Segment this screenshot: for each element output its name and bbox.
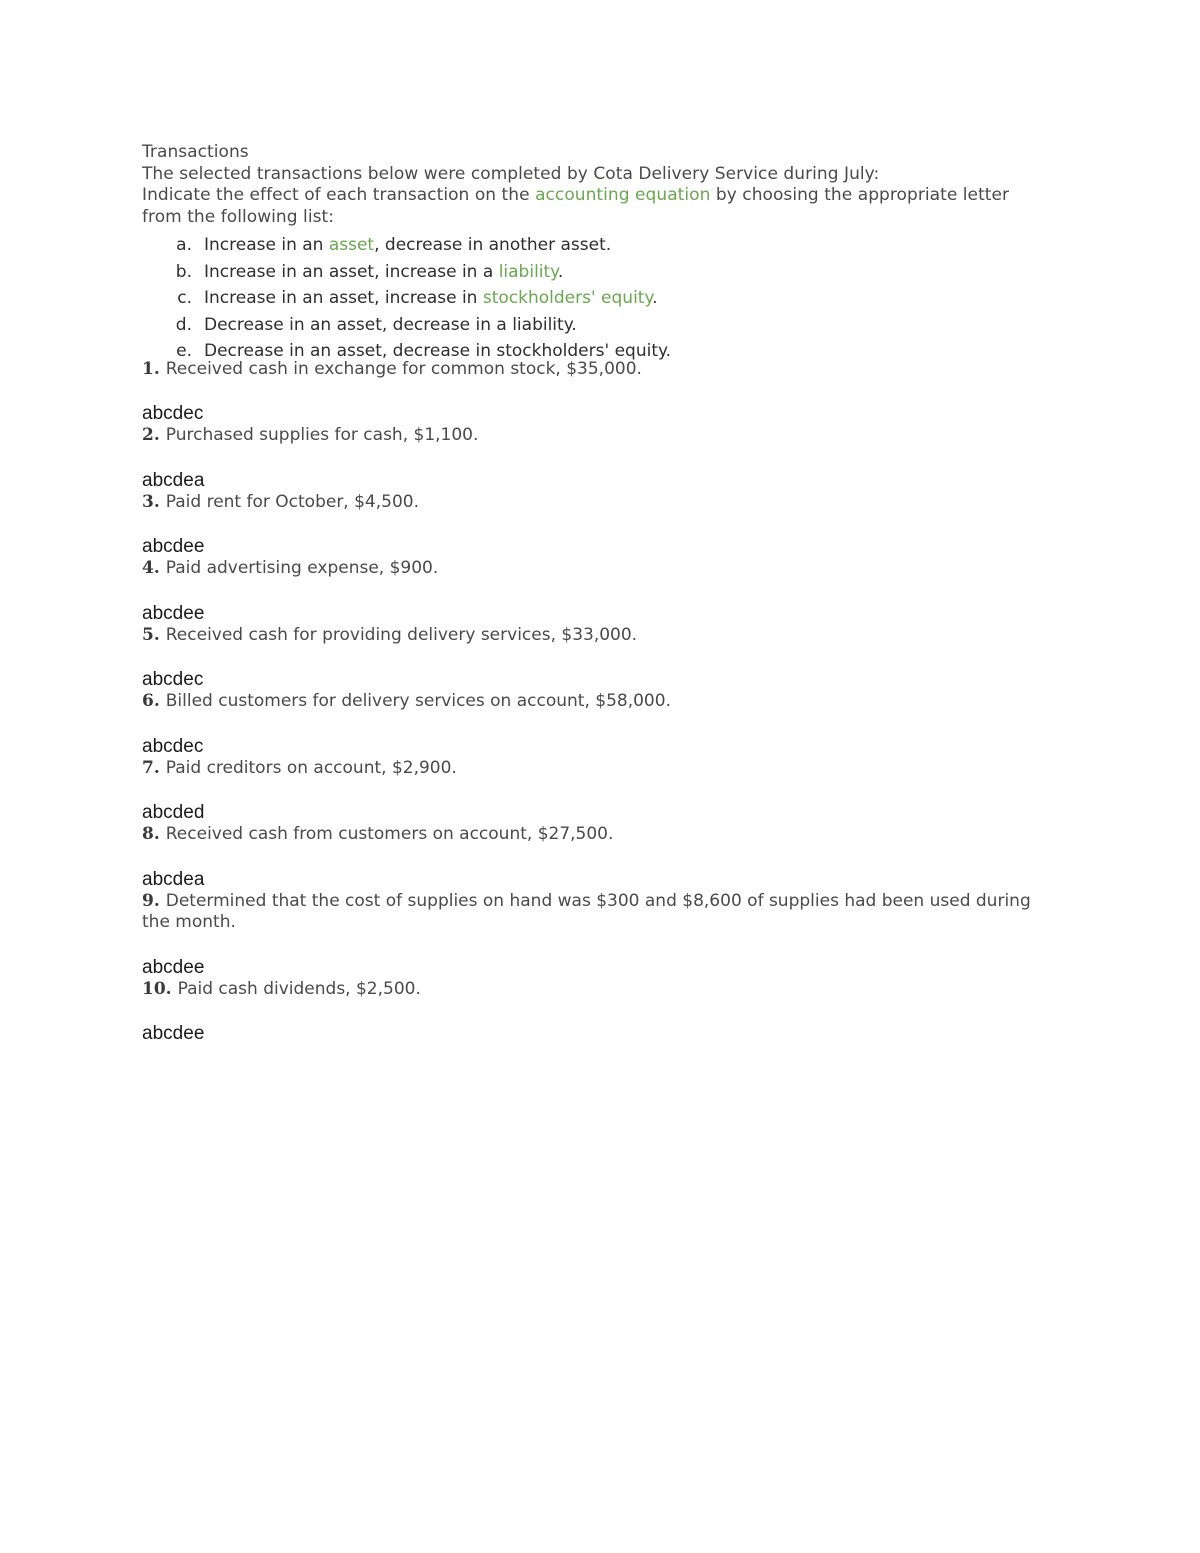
option-text-post: .	[557, 261, 564, 282]
answer-choice[interactable]: b	[152, 1023, 164, 1044]
question-description: Paid rent for October, $4,500.	[165, 491, 419, 512]
answer-choice[interactable]: b	[152, 602, 164, 624]
answer-choice[interactable]: c	[163, 1023, 173, 1044]
answer-choices	[142, 536, 1052, 558]
answer-choice[interactable]: e	[183, 669, 194, 690]
answer-choice[interactable]: c	[193, 669, 204, 690]
answer-choice[interactable]: b	[152, 469, 164, 491]
document-subtitle: The selected transactions below were completed by Cota Delivery Service during July:	[142, 163, 880, 184]
question-number: 4.	[142, 558, 160, 578]
answer-choice[interactable]: d	[172, 1023, 184, 1044]
option-text	[204, 285, 658, 312]
option-letter: a.	[176, 235, 192, 255]
question-item	[142, 891, 1052, 979]
answer-choice[interactable]: e	[193, 602, 205, 624]
answer-choice[interactable]: e	[183, 868, 194, 890]
answer-choice[interactable]: c	[163, 602, 173, 624]
answer-choice[interactable]: d	[172, 536, 184, 557]
answer-choice[interactable]: c	[163, 868, 173, 890]
question-text	[142, 758, 1052, 780]
answer-choice[interactable]: a	[142, 802, 153, 823]
document-title: Transactions	[142, 142, 249, 162]
answer-choice[interactable]: c	[163, 802, 173, 823]
instruction-before: Indicate the effect of each transaction on the	[142, 185, 536, 205]
question-item	[142, 558, 1052, 625]
answer-choice[interactable]: d	[172, 469, 184, 491]
answer-choice[interactable]: b	[152, 403, 164, 424]
answer-choice[interactable]: e	[183, 1023, 194, 1044]
answer-choices	[142, 957, 1052, 979]
answer-choices	[142, 603, 1052, 625]
option-list	[142, 232, 1052, 365]
answer-choice[interactable]: b	[152, 956, 164, 978]
answer-choice[interactable]: d	[172, 802, 184, 823]
option-letter: b.	[175, 261, 192, 282]
option-text-post: , decrease in another asset.	[374, 235, 612, 255]
instruction-text	[142, 185, 1052, 228]
question-number: 9.	[142, 890, 160, 911]
question-item	[142, 979, 1052, 1046]
answer-choice[interactable]: d	[172, 735, 184, 757]
answer-choice[interactable]: e	[183, 403, 194, 424]
question-text	[142, 824, 1052, 846]
question-description: Paid creditors on account, $2,900.	[165, 757, 457, 778]
question-text	[142, 625, 1052, 647]
answer-choice[interactable]: e	[183, 802, 194, 823]
question-text	[142, 425, 1052, 447]
question-item	[142, 758, 1052, 825]
question-text	[142, 891, 1052, 934]
option-text	[204, 232, 611, 259]
option-letter: d.	[175, 314, 192, 335]
answer-choice[interactable]: a	[193, 469, 205, 491]
option-item-c	[142, 285, 1052, 312]
question-text	[142, 492, 1052, 514]
question-description: Received cash from customers on account, $27,500.	[165, 824, 614, 844]
answer-choice[interactable]: a	[142, 602, 153, 624]
answer-choice[interactable]: c	[163, 669, 173, 690]
answer-choice[interactable]: a	[142, 403, 153, 424]
answer-choices	[142, 403, 1052, 425]
question-item	[142, 492, 1052, 559]
question-list	[142, 359, 1052, 1046]
answer-choices	[142, 1023, 1052, 1045]
option-letter: c.	[177, 288, 192, 308]
answer-choice[interactable]: a	[193, 868, 205, 890]
answer-choice[interactable]: b	[152, 802, 164, 823]
answer-choice[interactable]: e	[183, 602, 194, 624]
question-item	[142, 691, 1052, 758]
answer-choice[interactable]: a	[142, 469, 153, 491]
answer-choices	[142, 802, 1052, 824]
answer-choice[interactable]: b	[152, 536, 164, 557]
option-text-pre: Increase in an asset, increase in a	[204, 261, 499, 282]
answer-choice[interactable]: e	[183, 469, 194, 491]
document-content	[142, 142, 1052, 1045]
answer-choice[interactable]: d	[172, 602, 184, 624]
answer-choice[interactable]: e	[193, 956, 205, 978]
option-text-pre: Increase in an asset, increase in	[204, 288, 483, 308]
answer-choice[interactable]: b	[152, 868, 164, 890]
answer-choice[interactable]: d	[172, 403, 184, 424]
answer-choice[interactable]: e	[183, 536, 194, 557]
answer-choice[interactable]: c	[163, 469, 173, 491]
question-description: Determined that the cost of supplies on hand was $300 and $8,600 of supplies had been used during the month.	[142, 890, 1031, 932]
question-number: 8.	[142, 824, 160, 844]
question-description: Received cash in exchange for common stock, $35,000.	[165, 358, 642, 379]
option-text	[204, 259, 563, 286]
question-number: 2.	[142, 425, 160, 445]
question-item	[142, 359, 1052, 426]
answer-choice[interactable]: a	[142, 1023, 153, 1044]
question-text	[142, 691, 1052, 713]
answer-choice[interactable]: e	[193, 536, 205, 557]
asset-link[interactable]: asset	[328, 235, 375, 255]
question-item	[142, 824, 1052, 891]
answer-choice[interactable]: c	[163, 735, 173, 757]
answer-choice[interactable]: c	[163, 956, 173, 978]
answer-choice[interactable]: a	[142, 956, 153, 978]
stockholders-equity-link[interactable]: stockholders' equity	[482, 288, 653, 308]
option-text-pre: Increase in an	[204, 235, 329, 255]
answer-choice[interactable]: c	[163, 403, 173, 424]
question-item	[142, 425, 1052, 492]
answer-choice[interactable]: c	[163, 536, 173, 557]
answer-choices	[142, 736, 1052, 758]
option-text: Decrease in an asset, decrease in stockholders' equity.	[204, 341, 672, 361]
answer-choice[interactable]: d	[172, 868, 184, 890]
answer-choice[interactable]: e	[183, 956, 194, 978]
answer-choice[interactable]: e	[183, 735, 194, 757]
question-number: 6.	[142, 691, 160, 711]
answer-choice[interactable]: b	[152, 735, 164, 757]
option-item-b	[142, 259, 1052, 286]
question-number: 3.	[142, 491, 160, 512]
question-number: 1.	[142, 358, 160, 379]
option-text: Decrease in an asset, decrease in a liability.	[204, 314, 577, 335]
question-number: 5.	[142, 624, 160, 645]
answer-choice[interactable]: a	[142, 536, 153, 557]
answer-choice[interactable]: a	[142, 669, 153, 690]
question-text	[142, 979, 1052, 1001]
question-description: Purchased supplies for cash, $1,100.	[165, 425, 479, 445]
answer-choices	[142, 869, 1052, 891]
answer-choice[interactable]: a	[142, 868, 153, 890]
answer-choice[interactable]: e	[193, 1023, 205, 1044]
question-text	[142, 359, 1052, 381]
question-description: Received cash for providing delivery services, $33,000.	[165, 624, 638, 645]
answer-choices	[142, 669, 1052, 691]
answer-choice[interactable]: b	[152, 669, 164, 690]
question-description: Paid advertising expense, $900.	[165, 558, 439, 578]
question-description: Paid cash dividends, $2,500.	[177, 978, 421, 999]
answer-choice[interactable]: d	[172, 956, 184, 978]
answer-choices	[142, 470, 1052, 492]
answer-choice[interactable]: d	[193, 802, 205, 823]
option-text-post: .	[652, 288, 658, 308]
answer-choice[interactable]: c	[193, 403, 204, 424]
option-letter: e.	[176, 341, 192, 361]
answer-choice[interactable]: c	[193, 735, 204, 757]
option-item-a	[142, 232, 1052, 259]
question-description: Billed customers for delivery services on account, $58,000.	[165, 691, 671, 711]
question-item	[142, 625, 1052, 692]
instruction-after: by choosing the appropriate letter from the following list:	[142, 185, 1010, 227]
question-text	[142, 558, 1052, 580]
answer-choice[interactable]: d	[172, 669, 184, 690]
answer-choice[interactable]: a	[142, 735, 153, 757]
option-item-d	[142, 312, 1052, 339]
question-number: 10.	[142, 978, 172, 999]
accounting-equation-link[interactable]: accounting equation	[535, 185, 711, 205]
question-number: 7.	[142, 757, 160, 778]
liability-link[interactable]: liability	[498, 261, 558, 282]
